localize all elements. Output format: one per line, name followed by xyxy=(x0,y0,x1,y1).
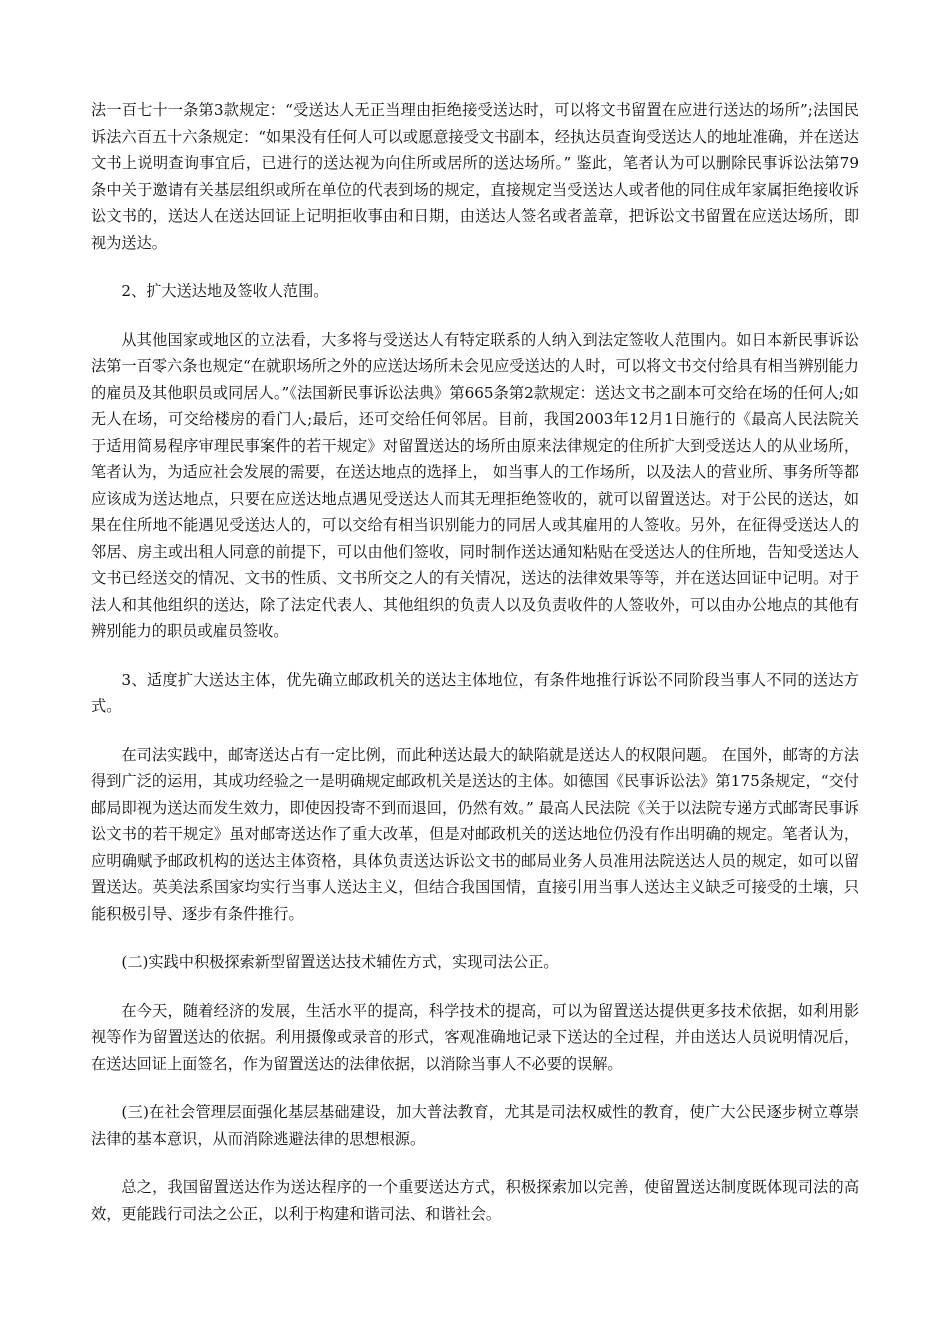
document-body xyxy=(91,97,859,1249)
paragraph-conclusion: 总之，我国留置送达作为送达程序的一个重要送达方式，积极探索加以完善，使留置送达制度既体现司法的高效，更能践行司法之公正，以利于构建和谐司法、和谐社会。 xyxy=(91,1178,859,1223)
paragraph-postal-service: 在司法实践中，邮寄送达占有一定比例，而此种送达最大的缺陷就是送达人的权限问题。 在国外，邮寄的方法得到广泛的运用，其成功经验之一是明确规定邮政机关是送达的主体。如德国《民事诉讼法》第175条规定，“交付邮局即视为送达而发生效力，即使因投寄不到而退回，仍然有效。” 最高人民法院《关于以法院专递方式邮寄民事诉讼文书的若干规定》虽对邮寄送达作了重大改革，但是对邮政机关的送达地位仍没有作出明确的规定。笔者认为，应明确赋予邮政机构的送达主体资格，具体负责送达诉讼文书的邮局业务人员准用法院送达人员的规定，如可以留置送达。英美法系国家均实行当事人送达主义，但结合我国国情，直接引用当事人送达主义缺乏可接受的土壤，只能积极引导、逐步有条件推行。 xyxy=(91,745,859,923)
paragraph-foreign-legislation: 从其他国家或地区的立法看，大多将与受送达人有特定联系的人纳入到法定签收人范围内。如日本新民事诉讼法第一百零六条也规定“在就职场所之外的应送达场所未会见应受送达的人时，可以将文书交付给具有相当辨别能力的雇员及其他职员或同居人。”《法国新民事诉讼法典》第665条第2款规定：送达文书之副本可交给在场的任何人;如无人在场，可交给楼房的看门人;最后，还可交给任何邻居。目前，我国2003年12月1日施行的《最高人民法院关于适用简易程序审理民事案件的若干规定》对留置送达的场所由原来法律规定的住所扩大到受送达人的从业场所，笔者认为，为适应社会发展的需要，在送达地点的选择上， 如当事人的工作场所，以及法人的营业所、事务所等都应该成为送达地点，只要在应送达地点遇见受送达人而其无理拒绝签收的，就可以留置送达。对于公民的送达，如果在住所地不能遇见受送达人的，可以交给有相当识别能力的同居人或其雇用的人签收。另外，在征得受送达人的邻居、房主或出租人同意的前提下，可以由他们签收，同时制作送达通知粘贴在受送达人的住所地，告知受送达人文书已经送交的情况、文书的性质、文书所交之人的有关情况，送达的法律效果等等，并在送达回证中记明。对于法人和其他组织的送达，除了法定代表人、其他组织的负责人以及负责收件的人签收外，可以由办公地点的其他有辨别能力的职员或雇员签收。 xyxy=(91,330,859,640)
heading-expand-service-scope: 2、扩大送达地及签收人范围。 xyxy=(121,282,329,300)
paragraph-continuation: 法一百七十一条第3款规定：“受送达人无正当理由拒绝接受送达时，可以将文书留置在应进行送达的场所”;法国民诉法六百五十六条规定：“如果没有任何人可以或愿意接受文书副本，经执达员查询受送达人的地址准确，并在送达文书上说明查询事宜后，已进行的送达视为向住所或居所的送达场所。” 鉴此，笔者认为可以删除民事诉讼法第79条中关于邀请有关基层组织或所在单位的代表到场的规定，直接规定当受送达人或者他的同住成年家属拒绝接收诉讼文书的，送达人在送达回证上记明拒收事由和日期，由送达人签名或者盖章，把诉讼文书留置在应送达场所，即视为送达。 xyxy=(91,101,859,252)
heading-social-management: (三)在社会管理层面强化基层基础建设，加大普法教育，尤其是司法权威性的教育，使广大公民逐步树立尊崇法律的基本意识，从而消除逃避法律的思想根源。 xyxy=(91,1103,859,1148)
heading-expand-service-subject: 3、适度扩大送达主体，优先确立邮政机关的送达主体地位，有条件地推行诉讼不同阶段当事人不同的送达方式。 xyxy=(91,670,859,715)
heading-technical-assistance: (二)实践中积极探索新型留置送达技术辅佐方式，实现司法公正。 xyxy=(121,953,559,971)
paragraph-technology-evidence: 在今天，随着经济的发展，生活水平的提高，科学技术的提高，可以为留置送达提供更多技术依据，如利用影视等作为留置送达的依据。利用摄像或录音的形式，客观准确地记录下送达的全过程，并由送达人员说明情况后，在送达回证上面签名，作为留置送达的法律依据，以消除当事人不必要的误解。 xyxy=(91,1001,859,1073)
